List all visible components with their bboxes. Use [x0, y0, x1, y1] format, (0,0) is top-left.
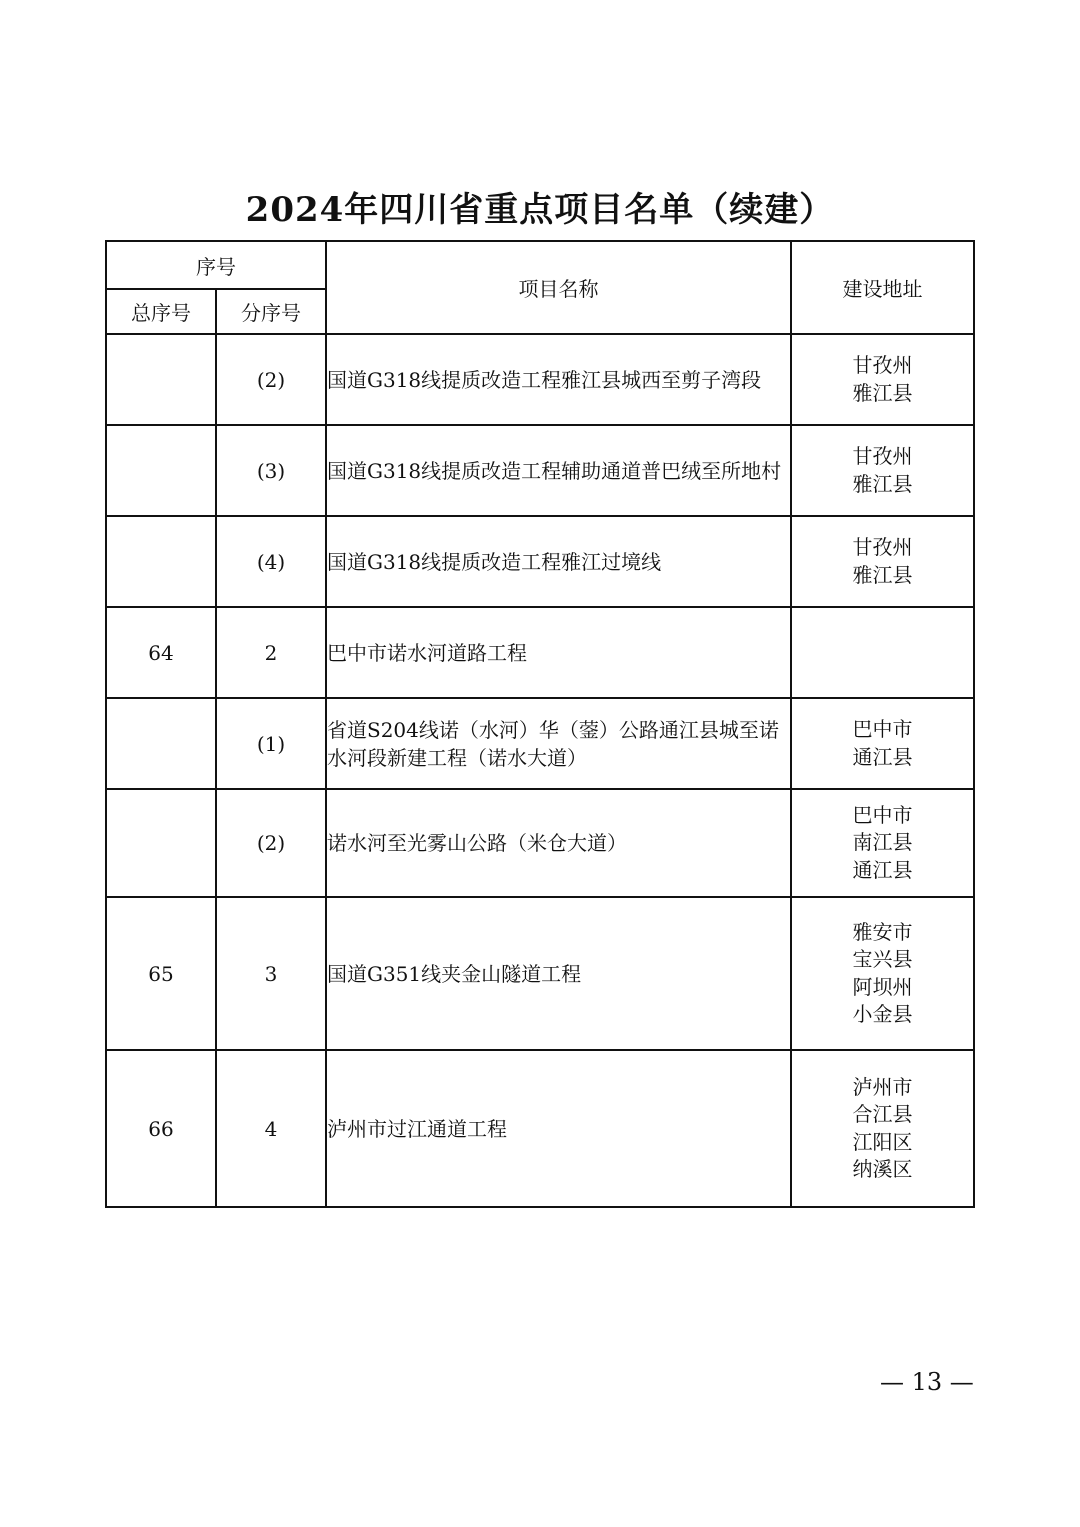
project-name-cell: 国道G318线提质改造工程辅助通道普巴绒至所地村 [326, 425, 791, 516]
project-name-cell: 省道S204线诺（水河）华（蓥）公路通江县城至诺水河段新建工程（诺水大道） [326, 698, 791, 789]
sub-seq-cell: 3 [216, 897, 326, 1050]
page-number: — 13 — [880, 1368, 974, 1396]
location-cell: 巴中市 通江县 [791, 698, 974, 789]
table-row [106, 425, 974, 516]
project-name-cell: 国道G318线提质改造工程雅江过境线 [326, 516, 791, 607]
project-name-cell: 国道G318线提质改造工程雅江县城西至剪子湾段 [326, 334, 791, 425]
table-row [106, 607, 974, 698]
header-project-name: 项目名称 [326, 241, 791, 334]
header-sub-seq: 分序号 [216, 289, 326, 334]
sub-seq-cell: 2 [216, 607, 326, 698]
total-seq-cell [106, 334, 216, 425]
project-name-cell: 国道G351线夹金山隧道工程 [326, 897, 791, 1050]
location-cell: 泸州市 合江县 江阳区 纳溪区 [791, 1050, 974, 1207]
location-cell: 雅安市 宝兴县 阿坝州 小金县 [791, 897, 974, 1050]
total-seq-cell: 64 [106, 607, 216, 698]
sub-seq-cell: (2) [216, 334, 326, 425]
project-name-cell: 巴中市诺水河道路工程 [326, 607, 791, 698]
sub-seq-cell: (2) [216, 789, 326, 897]
location-cell: 甘孜州 雅江县 [791, 516, 974, 607]
project-table [105, 240, 975, 1208]
total-seq-cell [106, 516, 216, 607]
location-cell: 巴中市 南江县 通江县 [791, 789, 974, 897]
document-title: 2024年四川省重点项目名单（续建） [245, 190, 835, 230]
location-cell: 甘孜州 雅江县 [791, 334, 974, 425]
total-seq-cell [106, 789, 216, 897]
table-row [106, 334, 974, 425]
project-name-cell: 泸州市过江通道工程 [326, 1050, 791, 1207]
header-total-seq: 总序号 [106, 289, 216, 334]
total-seq-cell: 65 [106, 897, 216, 1050]
sub-seq-cell: (4) [216, 516, 326, 607]
table-row [106, 789, 974, 897]
location-cell: 甘孜州 雅江县 [791, 425, 974, 516]
header-location: 建设地址 [791, 241, 974, 334]
total-seq-cell: 66 [106, 1050, 216, 1207]
total-seq-cell [106, 425, 216, 516]
sub-seq-cell: (3) [216, 425, 326, 516]
sub-seq-cell: (1) [216, 698, 326, 789]
project-name-cell: 诺水河至光雾山公路（米仓大道） [326, 789, 791, 897]
table-row [106, 698, 974, 789]
table-row [106, 516, 974, 607]
location-cell [791, 607, 974, 698]
header-seq-group: 序号 [106, 241, 326, 289]
total-seq-cell [106, 698, 216, 789]
table-row [106, 897, 974, 1050]
sub-seq-cell: 4 [216, 1050, 326, 1207]
table-row [106, 1050, 974, 1207]
